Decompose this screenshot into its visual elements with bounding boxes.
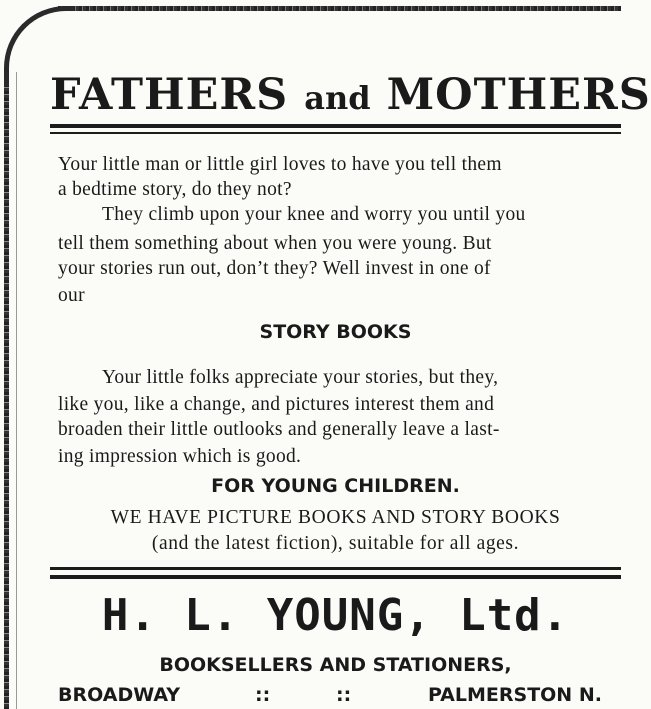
offer-line: (and the latest fiction), suitable for all ages. — [151, 533, 520, 554]
footer-rule-thick — [50, 567, 621, 570]
firm-name: H. L. YOUNG, Ltd. — [101, 590, 570, 641]
paragraph2-line: They climb upon your knee and worry you until you — [102, 204, 526, 225]
paragraph3-line: like you, like a change, and pictures interest them and — [58, 394, 495, 415]
headline-rule-thick — [50, 124, 621, 128]
paragraph3-line: ing impression which is good. — [58, 446, 302, 467]
paragraph3-line: broaden their little outlooks and generally leave a last- — [58, 419, 500, 440]
footer-rule-thick-2 — [50, 575, 621, 579]
frame-inner-rule — [16, 72, 17, 709]
paragraph3-line: Your little folks appreciate your stories, but they, — [102, 367, 499, 388]
subhead-story-books: STORY BOOKS — [259, 321, 412, 343]
paragraph1-line: Your little man or little girl loves to have you tell them — [58, 154, 502, 175]
subhead-young-children: FOR YOUNG CHILDREN. — [211, 475, 460, 497]
frame-left-border — [4, 70, 9, 709]
address-separator: :: — [255, 684, 271, 706]
firm-trade: BOOKSELLERS AND STATIONERS, — [159, 654, 512, 676]
address-town: PALMERSTON N. — [428, 684, 602, 706]
offer-line: WE HAVE PICTURE BOOKS AND STORY BOOKS — [110, 507, 561, 528]
paragraph1-line: a bedtime story, do they not? — [58, 179, 292, 200]
headline-rule-thin — [50, 132, 621, 134]
paragraph2-line: our — [58, 285, 85, 306]
headline-word-mothers: MOTHERS — [386, 70, 651, 120]
paragraph2-line: tell them something about when you were young. But — [58, 233, 492, 254]
headline-word-fathers: FATHERS — [50, 70, 289, 120]
headline — [50, 68, 651, 122]
address-separator: :: — [336, 684, 352, 706]
frame-top-border — [58, 6, 621, 11]
paragraph2-line: your stories run out, don’t they? Well invest in one of — [58, 258, 491, 279]
headline-word-and: and — [304, 79, 371, 117]
address-street: BROADWAY — [58, 684, 180, 706]
